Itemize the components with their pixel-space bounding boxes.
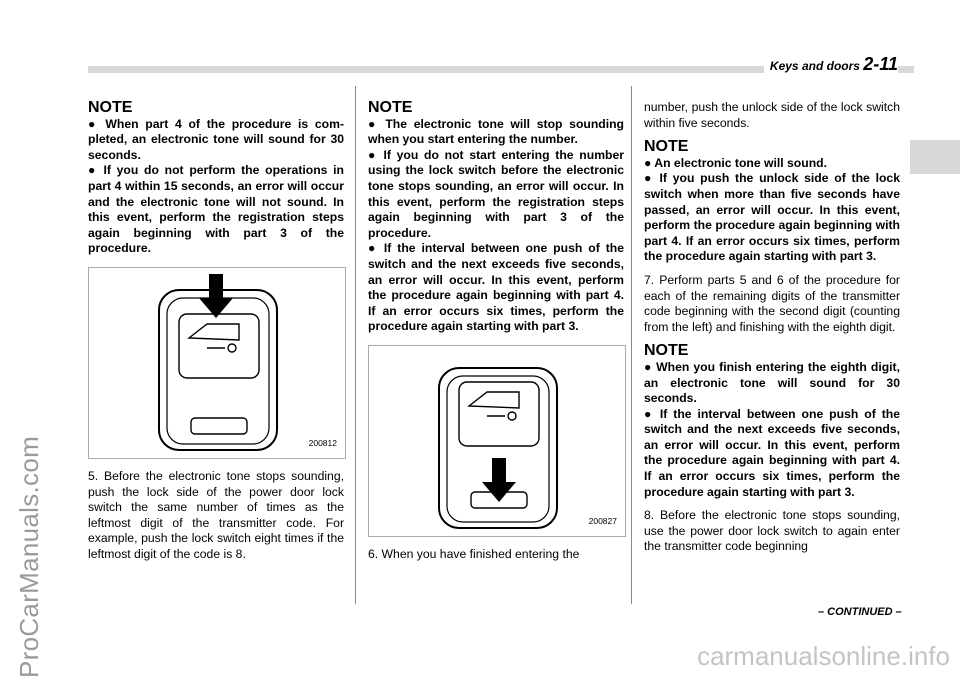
step-6: 6. When you have finished entering the — [368, 546, 580, 561]
figure-code: 200812 — [308, 438, 337, 449]
note-block — [88, 100, 344, 257]
note-heading: NOTE — [644, 342, 689, 360]
watermark-carmanualsonline: carmanualsonline.info — [697, 641, 950, 671]
figure-code: 200827 — [588, 516, 617, 527]
switch-illustration — [89, 268, 345, 458]
note-item: ● The electronic tone will stop sounding when you start entering the number. — [368, 116, 624, 147]
note-item: ● If you do not start entering the number using the lock switch before the electronic tone stops sounding, an error will occur. In this event, perform the registration steps again beginning with part 3 of the procedure. — [368, 147, 624, 240]
note-item: ● If you push the unlock side of the lock switch when more than five seconds have passed, an error will occur. In this event, perform the procedure again beginning with part 4. If an error occurs six times, perform the procedure again starting with part 3. — [644, 171, 900, 264]
step-8: 8. Before the electronic tone stops sounding, use the power door lock switch to again enter the transmitter code beginning — [644, 508, 900, 554]
note-block — [644, 343, 900, 500]
note-item: ● If the interval between one push of the switch and the next exceeds five seconds, an error will occur. In this event, perform the procedure again beginning with part 4. If an error occurs six times, perform the procedure again starting with part 3. — [644, 406, 900, 499]
note-item: ● An electronic tone will sound. — [644, 155, 827, 170]
column-divider — [355, 86, 356, 604]
note-heading: NOTE — [88, 99, 133, 116]
note-block — [644, 139, 900, 265]
column-1 — [88, 100, 344, 571]
note-item: ● If you do not perform the operations in part 4 within 15 seconds, an error will occur and the electronic tone will not sound. In this event, perform the registration steps again beginning with part 3 of the procedure. — [88, 163, 344, 256]
note-item: ● When part 4 of the procedure is completed, an electronic tone will sound for 30 seconds. — [88, 116, 344, 162]
column-3 — [644, 100, 900, 563]
note-heading: NOTE — [368, 99, 413, 116]
step-6-continued: number, push the unlock side of the lock switch within five seconds. — [644, 100, 900, 130]
page-number: 2-11 — [863, 54, 898, 74]
step-7: 7. Perform parts 5 and 6 of the procedure for each of the remaining digits of the transmitter code beginning with the second digit (counting from the left) and finishing with the eighth digit. — [644, 272, 900, 334]
note-item: ● When you finish entering the eighth digit, an electronic tone will sound for 30 seconds. — [644, 359, 900, 406]
note-item: ● If the interval between one push of the switch and the next exceeds five seconds, an error will occur. In this event, perform the procedure again beginning with part 4. If an error occurs six times, perform the procedure again starting with part 3. — [368, 241, 624, 334]
watermark-procarmanuals: ProCarManuals.com — [14, 435, 44, 678]
step-5: 5. Before the electronic tone stops sounding, push the lock side of the power door lock switch the same number of times as the leftmost digit of the transmitter code. For example, push the lock switch eight times if the leftmost digit of the code is 8. — [88, 468, 344, 561]
note-block — [368, 100, 624, 335]
figure-lock-switch-lock — [88, 267, 346, 459]
continued-label: – CONTINUED – — [818, 606, 902, 618]
column-2 — [368, 100, 624, 571]
section-title: Keys and doors — [769, 59, 860, 73]
page-header — [764, 54, 898, 75]
arrow-down-icon — [482, 458, 516, 502]
chapter-tab — [910, 140, 960, 174]
note-heading: NOTE — [644, 138, 689, 156]
switch-illustration — [369, 346, 625, 536]
arrow-down-icon — [199, 274, 233, 318]
column-divider — [631, 86, 632, 604]
figure-lock-switch-unlock — [368, 345, 626, 537]
